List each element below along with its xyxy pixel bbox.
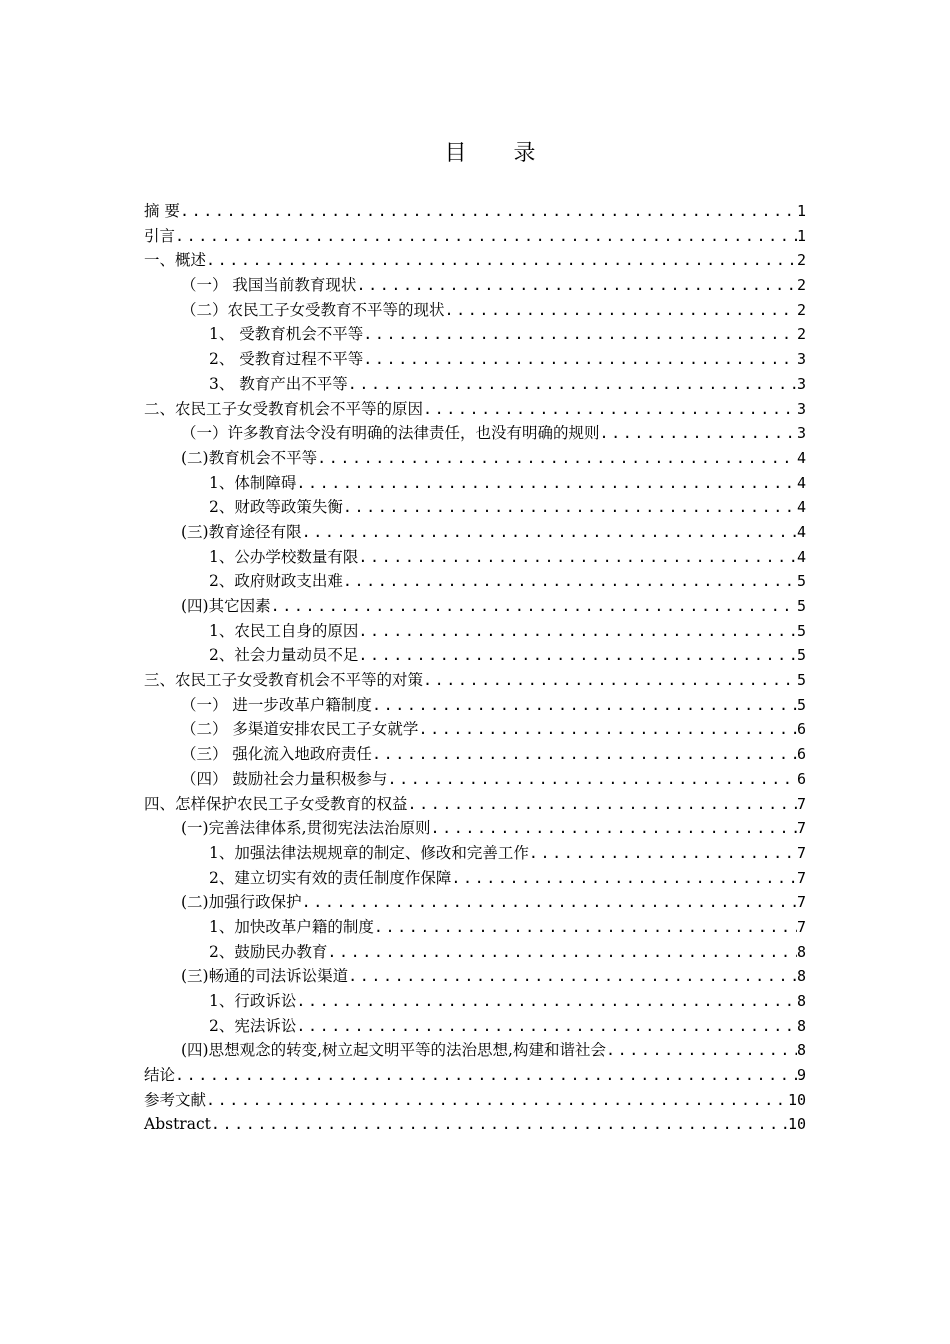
toc-entry-page: 5 [796, 646, 806, 665]
toc-entry-label: （一） 进一步改革户籍制度 [181, 695, 372, 714]
toc-entry-page: 7 [796, 843, 806, 862]
toc-leader-dots [600, 421, 797, 446]
toc-entry[interactable] [144, 347, 806, 372]
toc-leader-dots [175, 224, 797, 249]
toc-leader-dots [372, 693, 797, 718]
toc-leader-dots [296, 1014, 797, 1039]
toc-entry-label: 1、公办学校数量有限 [209, 547, 359, 566]
toc-entry-label: (三)教育途径有限 [181, 522, 302, 541]
toc-entry-page: 8 [796, 942, 806, 961]
toc-entry-page: 3 [796, 350, 806, 369]
toc-entry-page: 10 [787, 1090, 806, 1109]
toc-entry-label: 二、农民工子女受教育机会不平等的原因 [144, 399, 424, 418]
toc-leader-dots [343, 569, 797, 594]
toc-entry[interactable] [144, 643, 806, 668]
toc-entry[interactable] [144, 520, 806, 545]
toc-entry-page: 5 [796, 671, 806, 690]
toc-entry-page: 8 [796, 967, 806, 986]
toc-leader-dots [372, 742, 797, 767]
toc-entry-page: 1 [796, 202, 806, 220]
toc-leader-dots [296, 471, 797, 496]
toc-entry-label: 三、农民工子女受教育机会不平等的对策 [144, 671, 424, 690]
toc-leader-dots [356, 273, 797, 298]
toc-entry[interactable] [144, 619, 806, 644]
toc-entry-page: 2 [796, 276, 806, 295]
toc-leader-dots [451, 866, 797, 891]
toc-leader-dots [175, 1063, 797, 1088]
toc-entry-page: 9 [796, 1066, 806, 1085]
toc-entry[interactable] [144, 1112, 806, 1137]
toc-entry-label: （二） 多渠道安排农民工子女就学 [181, 720, 419, 739]
toc-entry-page: 8 [796, 1041, 806, 1060]
toc-entry[interactable] [144, 594, 806, 619]
toc-entry-label: 引言 [144, 226, 176, 245]
toc-entry[interactable] [144, 1063, 806, 1088]
toc-leader-dots [358, 619, 797, 644]
toc-entry[interactable] [144, 372, 806, 397]
toc-entry-label: 2、宪法诉讼 [209, 1016, 297, 1035]
page-title: 目 录 [444, 140, 556, 166]
toc-entry[interactable] [144, 322, 806, 347]
toc-entry[interactable] [144, 298, 806, 323]
toc-entry-label: （一） 我国当前教育现状 [181, 276, 357, 295]
toc-leader-dots [431, 816, 797, 841]
toc-entry-label: 1、农民工自身的原因 [209, 621, 359, 640]
toc-entry-label: （一）许多教育法令没有明确的法律责任，也没有明确的规则 [181, 424, 600, 443]
toc-entry-page: 1 [796, 226, 806, 245]
toc-leader-dots [363, 347, 797, 372]
toc-leader-dots [302, 890, 797, 915]
toc-entry-page: 8 [796, 1016, 806, 1035]
toc-leader-dots [374, 915, 797, 940]
toc-entry[interactable] [144, 742, 806, 767]
toc-entry-page: 7 [796, 868, 806, 887]
toc-entry[interactable] [144, 890, 806, 915]
toc-entry-page: 10 [787, 1115, 806, 1134]
toc-entry-label: 摘 要 [144, 202, 180, 220]
toc-entry-label: 参考文献 [144, 1090, 207, 1109]
toc-leader-dots [418, 717, 797, 742]
toc-entry-page: 6 [796, 745, 806, 764]
toc-entry[interactable] [144, 915, 806, 940]
toc-entry-label: （三） 强化流入地政府责任 [181, 745, 372, 764]
toc-entry-page: 4 [796, 448, 806, 467]
toc-entry-page: 4 [796, 473, 806, 492]
toc-entry-page: 5 [796, 597, 806, 615]
toc-entry-label: （二）农民工子女受教育不平等的现状 [181, 300, 445, 319]
toc-leader-dots [343, 495, 797, 520]
toc-leader-dots [271, 594, 797, 619]
toc-entry-label: 2、建立切实有效的责任制度作保障 [209, 868, 452, 887]
toc-entry-page: 2 [796, 251, 806, 270]
table-of-contents [144, 199, 806, 1137]
toc-entry-page: 4 [796, 498, 806, 517]
toc-leader-dots [206, 248, 797, 273]
toc-leader-dots [211, 1112, 788, 1137]
toc-entry[interactable] [144, 964, 806, 989]
toc-leader-dots [358, 545, 797, 570]
toc-leader-dots [348, 964, 797, 989]
toc-entry[interactable] [144, 199, 806, 224]
toc-entry-label: 2、财政等政策失衡 [209, 498, 343, 517]
toc-entry-page: 2 [796, 325, 806, 344]
toc-entry-page: 5 [796, 572, 806, 591]
toc-entry[interactable] [144, 792, 806, 817]
toc-leader-dots [363, 322, 797, 347]
toc-entry-label: 2、政府财政支出难 [209, 572, 343, 591]
toc-entry[interactable] [144, 866, 806, 891]
toc-entry[interactable] [144, 421, 806, 446]
toc-entry-page: 3 [796, 424, 806, 443]
toc-entry[interactable] [144, 569, 806, 594]
toc-leader-dots [348, 372, 797, 397]
toc-entry[interactable] [144, 397, 806, 422]
toc-entry-page: 7 [796, 893, 806, 912]
toc-entry-page: 6 [796, 769, 806, 788]
toc-entry-page: 4 [796, 522, 806, 541]
toc-entry[interactable] [144, 545, 806, 570]
toc-entry[interactable] [144, 767, 806, 792]
toc-leader-dots [317, 446, 797, 471]
toc-entry-label: 1、加快改革户籍的制度 [209, 917, 374, 936]
toc-entry[interactable] [144, 1014, 806, 1039]
toc-entry[interactable] [144, 1038, 806, 1063]
toc-entry-page: 6 [796, 720, 806, 739]
toc-entry[interactable] [144, 693, 806, 718]
toc-entry-label: 1、行政诉讼 [209, 992, 297, 1010]
toc-entry[interactable] [144, 668, 806, 693]
toc-entry[interactable] [144, 446, 806, 471]
toc-leader-dots [180, 199, 797, 224]
toc-leader-dots [423, 397, 797, 422]
toc-leader-dots [302, 520, 797, 545]
toc-entry-page: 2 [796, 300, 806, 319]
toc-entry-label: 1、 受教育机会不平等 [209, 325, 364, 344]
toc-entry-page: 3 [796, 399, 806, 418]
toc-entry-page: 7 [796, 917, 806, 936]
toc-entry-label: 2、 受教育过程不平等 [209, 350, 364, 369]
toc-entry-label: (三)畅通的司法诉讼渠道 [181, 967, 349, 986]
toc-entry-label: Abstract [144, 1115, 211, 1134]
toc-entry-page: 5 [796, 621, 806, 640]
toc-entry-label: (二)教育机会不平等 [181, 448, 318, 467]
toc-entry-label: （四） 鼓励社会力量积极参与 [181, 769, 388, 788]
toc-entry-label: (一)完善法律体系,贯彻宪法法治原则 [181, 819, 431, 838]
toc-entry[interactable] [144, 273, 806, 298]
toc-entry-label: (四)其它因素 [181, 597, 271, 615]
toc-leader-dots [445, 298, 797, 323]
toc-entry[interactable] [144, 495, 806, 520]
toc-entry-label: 四、怎样保护农民工子女受教育的权益 [144, 794, 408, 813]
toc-entry-page: 5 [796, 695, 806, 714]
toc-leader-dots [387, 767, 797, 792]
toc-entry-page: 4 [796, 547, 806, 566]
toc-leader-dots [327, 940, 797, 965]
toc-entry-label: (二)加强行政保护 [181, 893, 302, 912]
toc-entry-page: 3 [796, 374, 806, 393]
toc-entry[interactable] [144, 940, 806, 965]
toc-leader-dots [606, 1038, 797, 1063]
toc-entry-label: 一、概述 [144, 251, 207, 270]
toc-entry-label: 2、鼓励民办教育 [209, 942, 328, 961]
toc-entry-label: 结论 [144, 1066, 176, 1085]
toc-leader-dots [206, 1088, 788, 1113]
toc-entry-page: 7 [796, 794, 806, 813]
toc-entry[interactable] [144, 471, 806, 496]
toc-entry[interactable] [144, 717, 806, 742]
toc-entry[interactable] [144, 248, 806, 273]
toc-entry[interactable] [144, 989, 806, 1014]
toc-entry-label: 1、加强法律法规规章的制定、修改和完善工作 [209, 843, 529, 862]
toc-entry[interactable] [144, 816, 806, 841]
toc-entry-label: (四)思想观念的转变,树立起文明平等的法治思想,构建和谐社会 [181, 1041, 606, 1060]
toc-entry-label: 1、体制障碍 [209, 473, 297, 492]
toc-leader-dots [423, 668, 797, 693]
toc-leader-dots [408, 792, 797, 817]
toc-entry[interactable] [144, 1088, 806, 1113]
toc-leader-dots [358, 643, 797, 668]
toc-entry[interactable] [144, 841, 806, 866]
toc-entry[interactable] [144, 224, 806, 249]
toc-leader-dots [296, 989, 797, 1014]
toc-leader-dots [529, 841, 797, 866]
toc-entry-label: 2、社会力量动员不足 [209, 646, 359, 665]
toc-entry-page: 8 [796, 992, 806, 1010]
toc-entry-page: 7 [796, 819, 806, 838]
toc-entry-label: 3、 教育产出不平等 [209, 374, 348, 393]
